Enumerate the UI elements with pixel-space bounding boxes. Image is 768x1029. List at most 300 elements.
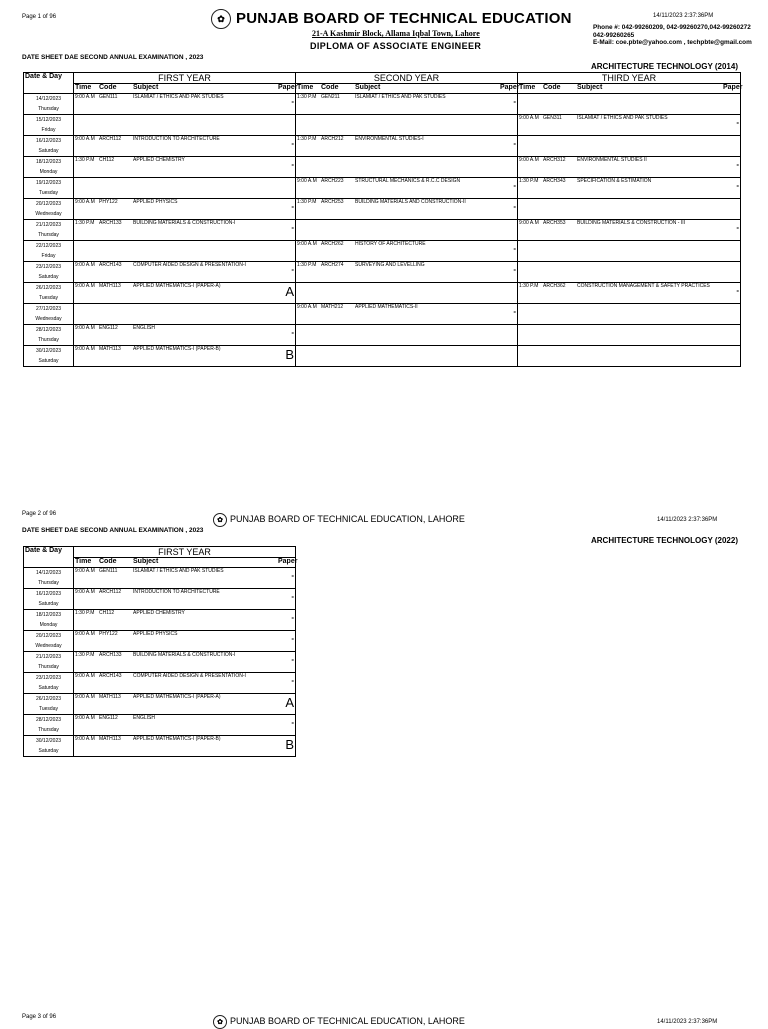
timestamp: 14/11/2023 2:37:36PM [653, 13, 714, 19]
table-row [24, 262, 741, 283]
header-paper: Paper [278, 558, 298, 565]
exam-subject: BUILDING MATERIALS AND CONSTRUCTION-II [355, 199, 466, 205]
exam-time: 9:00 A.M [75, 589, 95, 595]
contact-phone-2: 042-99260265 [593, 32, 635, 39]
exam-code [321, 325, 355, 331]
exam-code: ARCH133 [99, 220, 122, 226]
exam-code: ARCH362 [543, 283, 566, 289]
exam-code [321, 157, 355, 163]
column-headers [74, 84, 296, 94]
exam-time: 9:00 A.M [75, 568, 95, 574]
exam-date: 16/12/2023 [35, 591, 62, 597]
exam-cell [74, 94, 296, 115]
exam-paper [723, 115, 739, 127]
exam-subject [133, 304, 278, 310]
paper-mark: - [513, 307, 516, 316]
exam-paper [278, 589, 294, 601]
paper-mark: B [285, 737, 294, 752]
exam-time [519, 325, 543, 331]
table-row [24, 736, 296, 757]
exam-date: 19/12/2023 [35, 180, 62, 186]
exam-cell [74, 199, 296, 220]
exam-time: 1:30 P.M [75, 157, 95, 163]
exam-time [519, 136, 543, 142]
exam-cell [296, 283, 518, 304]
exam-code: MATH113 [99, 346, 121, 352]
exam-code [543, 136, 577, 142]
exam-cell [74, 736, 296, 757]
paper-mark: - [291, 592, 294, 601]
exam-paper [278, 136, 294, 148]
exam-cell [74, 610, 296, 631]
exam-subject [577, 136, 723, 142]
exam-paper [723, 262, 739, 268]
header-second-year: SECOND YEAR [296, 73, 518, 84]
date-cell [24, 199, 74, 220]
paper-mark: - [291, 613, 294, 622]
exam-day: Saturday [38, 358, 59, 364]
pbte-logo-icon: ✿ [213, 1015, 227, 1029]
table-row [24, 589, 296, 610]
page-number-3: Page 3 of 96 [22, 1014, 57, 1020]
exam-date: 18/12/2023 [35, 612, 62, 618]
exam-day: Saturday [38, 148, 59, 154]
exam-code: PHY122 [99, 631, 118, 637]
exam-cell [74, 136, 296, 157]
exam-time [519, 304, 543, 310]
table-row [24, 304, 741, 325]
exam-code: ENG112 [99, 325, 118, 331]
table-row [24, 325, 741, 346]
exam-time: 1:30 P.M [297, 94, 317, 100]
exam-paper [278, 283, 294, 299]
table-row [24, 631, 296, 652]
exam-time: 9:00 A.M [75, 262, 95, 268]
exam-time: 1:30 P.M [297, 199, 317, 205]
exam-code: CH112 [99, 157, 115, 163]
date-sheet-title-2: DATE SHEET DAE SECOND ANNUAL EXAMINATION , 2023 [22, 527, 204, 534]
exam-time [297, 220, 321, 226]
exam-day: Tuesday [39, 706, 58, 712]
exam-time [519, 262, 543, 268]
exam-code [99, 304, 133, 310]
table-row [24, 346, 741, 367]
exam-date: 22/12/2023 [35, 243, 62, 249]
exam-code: GEN111 [99, 94, 118, 100]
exam-date: 21/12/2023 [35, 222, 62, 228]
exam-paper [500, 346, 516, 352]
page-title-3: PUNJAB BOARD OF TECHNICAL EDUCATION, LAHORE [230, 1016, 465, 1026]
exam-code: ARCH143 [99, 262, 122, 268]
exam-cell [296, 220, 518, 241]
contact-phone: Phone #: 042-99260209, 042-99260270,042-99260272 [593, 24, 751, 31]
paper-mark: - [736, 286, 739, 295]
exam-date: 30/12/2023 [35, 348, 62, 354]
exam-cell [518, 304, 741, 325]
exam-time: 1:30 P.M [297, 136, 317, 142]
date-cell [24, 631, 74, 652]
exam-day: Friday [41, 127, 56, 133]
exam-code: ARCH112 [99, 589, 122, 595]
exam-code [99, 241, 133, 247]
exam-subject: ENGLISH [133, 325, 155, 331]
exam-paper [278, 262, 294, 274]
paper-mark: - [736, 118, 739, 127]
paper-mark: - [291, 655, 294, 664]
exam-time [75, 115, 99, 121]
exam-paper [723, 136, 739, 142]
exam-subject: APPLIED PHYSICS [133, 631, 178, 637]
exam-code: ARCH112 [99, 136, 122, 142]
date-sheet-table [23, 72, 741, 367]
exam-subject: APPLIED MATHEMATICS-I (PAPER-A) [133, 283, 221, 289]
address: 21-A Kashmir Block, Allama Iqbal Town, Lahore [312, 29, 480, 38]
exam-paper [278, 715, 294, 727]
page-number-2: Page 2 of 96 [22, 511, 57, 517]
date-cell [24, 715, 74, 736]
header-subject: Subject [133, 558, 159, 565]
exam-cell [296, 157, 518, 178]
exam-cell [518, 199, 741, 220]
exam-date: 26/12/2023 [35, 696, 62, 702]
exam-code [543, 241, 577, 247]
exam-cell [518, 325, 741, 346]
exam-subject: INTRODUCTION TO ARCHITECTURE [133, 136, 220, 142]
header-paper: Paper [278, 84, 298, 91]
date-cell [24, 652, 74, 673]
exam-paper [723, 157, 739, 169]
paper-mark: - [513, 97, 516, 106]
paper-mark: - [291, 676, 294, 685]
exam-cell [296, 262, 518, 283]
exam-code: ARCH312 [543, 157, 566, 163]
exam-time: 9:00 A.M [297, 304, 317, 310]
exam-subject: STRUCTURAL MECHANICS & R.C.C DESIGN [355, 178, 461, 184]
table-row [24, 94, 741, 115]
exam-cell [74, 673, 296, 694]
exam-paper [500, 325, 516, 331]
exam-cell [518, 178, 741, 199]
exam-code: ARCH262 [321, 241, 344, 247]
exam-paper [278, 94, 294, 106]
exam-subject [577, 325, 723, 331]
exam-day: Saturday [38, 274, 59, 280]
exam-time: 1:30 P.M [297, 262, 317, 268]
exam-code: ARCH143 [99, 673, 122, 679]
exam-code [321, 346, 355, 352]
paper-mark: - [291, 718, 294, 727]
date-cell [24, 94, 74, 115]
table-row [24, 241, 741, 262]
exam-day: Thursday [38, 727, 59, 733]
exam-time: 1:30 P.M [519, 283, 539, 289]
exam-day: Thursday [38, 580, 59, 586]
date-cell [24, 115, 74, 136]
header-code: Code [99, 84, 117, 91]
exam-code: ARCH223 [321, 178, 344, 184]
date-cell [24, 262, 74, 283]
exam-subject: COMPUTER AIDED DESIGN & PRESENTATION-I [133, 673, 246, 679]
exam-cell [296, 199, 518, 220]
paper-mark: - [513, 181, 516, 190]
exam-date: 27/12/2023 [35, 306, 62, 312]
exam-subject [355, 157, 500, 163]
exam-cell [74, 220, 296, 241]
exam-code [321, 220, 355, 226]
exam-time: 9:00 A.M [75, 325, 95, 331]
paper-mark: - [291, 571, 294, 580]
exam-subject [355, 325, 500, 331]
exam-time: 1:30 P.M [75, 652, 95, 658]
exam-time: 9:00 A.M [75, 631, 95, 637]
exam-date: 30/12/2023 [35, 738, 62, 744]
header-time: Time [75, 84, 92, 91]
exam-subject [355, 346, 500, 352]
exam-cell [518, 157, 741, 178]
paper-mark: - [736, 181, 739, 190]
exam-date: 21/12/2023 [35, 654, 62, 660]
exam-time [75, 241, 99, 247]
exam-code: MATH113 [99, 736, 121, 742]
exam-day: Saturday [38, 748, 59, 754]
exam-paper [278, 736, 294, 752]
exam-time [519, 94, 543, 100]
exam-code: ARCH343 [543, 178, 566, 184]
exam-cell [74, 694, 296, 715]
exam-paper [500, 241, 516, 253]
exam-paper [278, 652, 294, 664]
table-row [24, 178, 741, 199]
header-paper: Paper [723, 84, 743, 91]
exam-day: Thursday [38, 337, 59, 343]
timestamp-2: 14/11/2023 2:37:36PM [657, 517, 718, 523]
date-sheet-table-2 [23, 546, 296, 757]
table-row [24, 220, 741, 241]
exam-subject: ISLAMIAT / ETHICS AND PAK STUDIES [577, 115, 668, 121]
exam-cell [74, 304, 296, 325]
exam-subject: SURVEYING AND LEVELLING [355, 262, 425, 268]
exam-day: Wednesday [35, 316, 62, 322]
exam-subject [355, 220, 500, 226]
exam-time: 9:00 A.M [75, 283, 95, 289]
contact-email: E-Mail: coe.pbte@yahoo.com , techpbte@gmail.com [593, 39, 752, 46]
exam-subject [133, 178, 278, 184]
paper-mark: - [513, 265, 516, 274]
exam-date: 28/12/2023 [35, 717, 62, 723]
exam-date: 23/12/2023 [35, 675, 62, 681]
exam-time [297, 283, 321, 289]
date-cell [24, 304, 74, 325]
paper-mark: - [513, 139, 516, 148]
exam-cell [74, 631, 296, 652]
header-first-year: FIRST YEAR [74, 547, 296, 558]
exam-paper [500, 157, 516, 163]
exam-time: 9:00 A.M [75, 94, 95, 100]
exam-paper [723, 304, 739, 310]
exam-time: 9:00 A.M [75, 694, 95, 700]
exam-date: 28/12/2023 [35, 327, 62, 333]
exam-paper [278, 178, 294, 184]
exam-cell [296, 115, 518, 136]
page-title-2: PUNJAB BOARD OF TECHNICAL EDUCATION, LAHORE [230, 514, 465, 524]
date-cell [24, 241, 74, 262]
exam-day: Thursday [38, 232, 59, 238]
date-cell [24, 736, 74, 757]
exam-subject [133, 241, 278, 247]
exam-paper [723, 241, 739, 247]
exam-time: 1:30 P.M [75, 610, 95, 616]
date-cell [24, 694, 74, 715]
exam-code: ARCH133 [99, 652, 122, 658]
exam-subject: ISLAMIAT / ETHICS AND PAK STUDIES [133, 568, 224, 574]
paper-mark: - [291, 160, 294, 169]
exam-paper [278, 115, 294, 121]
exam-date: 14/12/2023 [35, 570, 62, 576]
exam-code: CH112 [99, 610, 115, 616]
paper-mark: - [736, 223, 739, 232]
exam-day: Saturday [38, 601, 59, 607]
exam-paper [278, 220, 294, 232]
exam-subject [577, 94, 723, 100]
exam-cell [74, 589, 296, 610]
exam-subject: ENVIRONMENTAL STUDIES II [577, 157, 647, 163]
exam-time [75, 178, 99, 184]
exam-time [519, 199, 543, 205]
exam-time: 9:00 A.M [75, 715, 95, 721]
header-date-day: Date & Day [24, 73, 74, 94]
exam-time [297, 115, 321, 121]
exam-cell [74, 568, 296, 589]
exam-day: Wednesday [35, 643, 62, 649]
exam-day: Monday [39, 169, 58, 175]
exam-day: Monday [39, 622, 58, 628]
paper-mark: A [285, 284, 294, 299]
exam-subject: SPECIFICATION & ESTIMATION [577, 178, 652, 184]
exam-time: 9:00 A.M [519, 220, 539, 226]
exam-day: Thursday [38, 106, 59, 112]
exam-paper [278, 610, 294, 622]
exam-code: ARCH212 [321, 136, 344, 142]
exam-code: GEN111 [99, 568, 118, 574]
exam-cell [74, 115, 296, 136]
exam-code [99, 115, 133, 121]
exam-subject: BUILDING MATERIALS & CONSTRUCTION-I [133, 220, 236, 226]
exam-cell [74, 715, 296, 736]
exam-paper [500, 136, 516, 148]
diploma-title: DIPLOMA OF ASSOCIATE ENGINEER [310, 41, 482, 51]
exam-subject: CONSTRUCTION MANAGEMENT & SAFETY PRACTICES [577, 283, 710, 289]
date-cell [24, 568, 74, 589]
exam-paper [500, 178, 516, 190]
header-subject: Subject [577, 84, 603, 91]
exam-day: Tuesday [39, 190, 58, 196]
exam-subject: APPLIED PHYSICS [133, 199, 178, 205]
pbte-logo-icon: ✿ [211, 9, 231, 29]
header-code: Code [321, 84, 339, 91]
exam-subject: HISTORY OF ARCHITECTURE [355, 241, 426, 247]
table-row [24, 652, 296, 673]
exam-time: 9:00 A.M [519, 157, 539, 163]
exam-date: 26/12/2023 [35, 285, 62, 291]
exam-paper [278, 568, 294, 580]
exam-cell [74, 346, 296, 367]
table-row [24, 283, 741, 304]
page-title: PUNJAB BOARD OF TECHNICAL EDUCATION [236, 10, 572, 27]
exam-time [75, 304, 99, 310]
header-paper: Paper [500, 84, 520, 91]
exam-paper [723, 199, 739, 205]
exam-subject: APPLIED CHEMISTRY [133, 610, 185, 616]
exam-paper [278, 346, 294, 362]
exam-subject [355, 283, 500, 289]
exam-day: Wednesday [35, 211, 62, 217]
table-row [24, 157, 741, 178]
date-cell [24, 136, 74, 157]
exam-subject [577, 346, 723, 352]
date-cell [24, 283, 74, 304]
exam-cell [296, 325, 518, 346]
exam-paper [278, 199, 294, 211]
exam-subject [133, 115, 278, 121]
header-code: Code [99, 558, 117, 565]
table-row [24, 136, 741, 157]
pbte-logo-icon: ✿ [213, 513, 227, 527]
column-headers [296, 84, 518, 94]
header-time: Time [75, 558, 92, 565]
exam-subject: ENGLISH [133, 715, 155, 721]
program-name-2: ARCHITECTURE TECHNOLOGY (2022) [591, 536, 738, 545]
exam-paper [500, 283, 516, 289]
exam-date: 18/12/2023 [35, 159, 62, 165]
exam-code: ARCH353 [543, 220, 566, 226]
exam-cell [518, 346, 741, 367]
exam-cell [518, 262, 741, 283]
exam-subject: INTRODUCTION TO ARCHITECTURE [133, 589, 220, 595]
exam-cell [74, 325, 296, 346]
header-code: Code [543, 84, 561, 91]
exam-paper [723, 325, 739, 331]
exam-date: 23/12/2023 [35, 264, 62, 270]
column-headers [518, 84, 741, 94]
exam-subject: APPLIED MATHEMATICS-I (PAPER-A) [133, 694, 221, 700]
exam-day: Tuesday [39, 295, 58, 301]
header-time: Time [519, 84, 536, 91]
exam-time: 9:00 A.M [297, 241, 317, 247]
exam-cell [518, 283, 741, 304]
paper-mark: - [291, 265, 294, 274]
timestamp-3: 14/11/2023 2:37:36PM [657, 1019, 718, 1025]
exam-code: MATH113 [99, 694, 121, 700]
exam-code [543, 199, 577, 205]
exam-time: 1:30 P.M [75, 220, 95, 226]
exam-date: 20/12/2023 [35, 201, 62, 207]
exam-code [321, 283, 355, 289]
exam-code [543, 262, 577, 268]
table-row [24, 568, 296, 589]
exam-subject: BUILDING MATERIALS & CONSTRUCTION-I [133, 652, 236, 658]
exam-subject: ISLAMIAT / ETHICS AND PAK STUDIES [133, 94, 224, 100]
date-cell [24, 346, 74, 367]
table-row [24, 673, 296, 694]
exam-cell [74, 178, 296, 199]
exam-cell [518, 136, 741, 157]
exam-day: Saturday [38, 685, 59, 691]
table-row [24, 715, 296, 736]
exam-paper [278, 631, 294, 643]
exam-date: 16/12/2023 [35, 138, 62, 144]
exam-cell [296, 304, 518, 325]
exam-subject [577, 304, 723, 310]
